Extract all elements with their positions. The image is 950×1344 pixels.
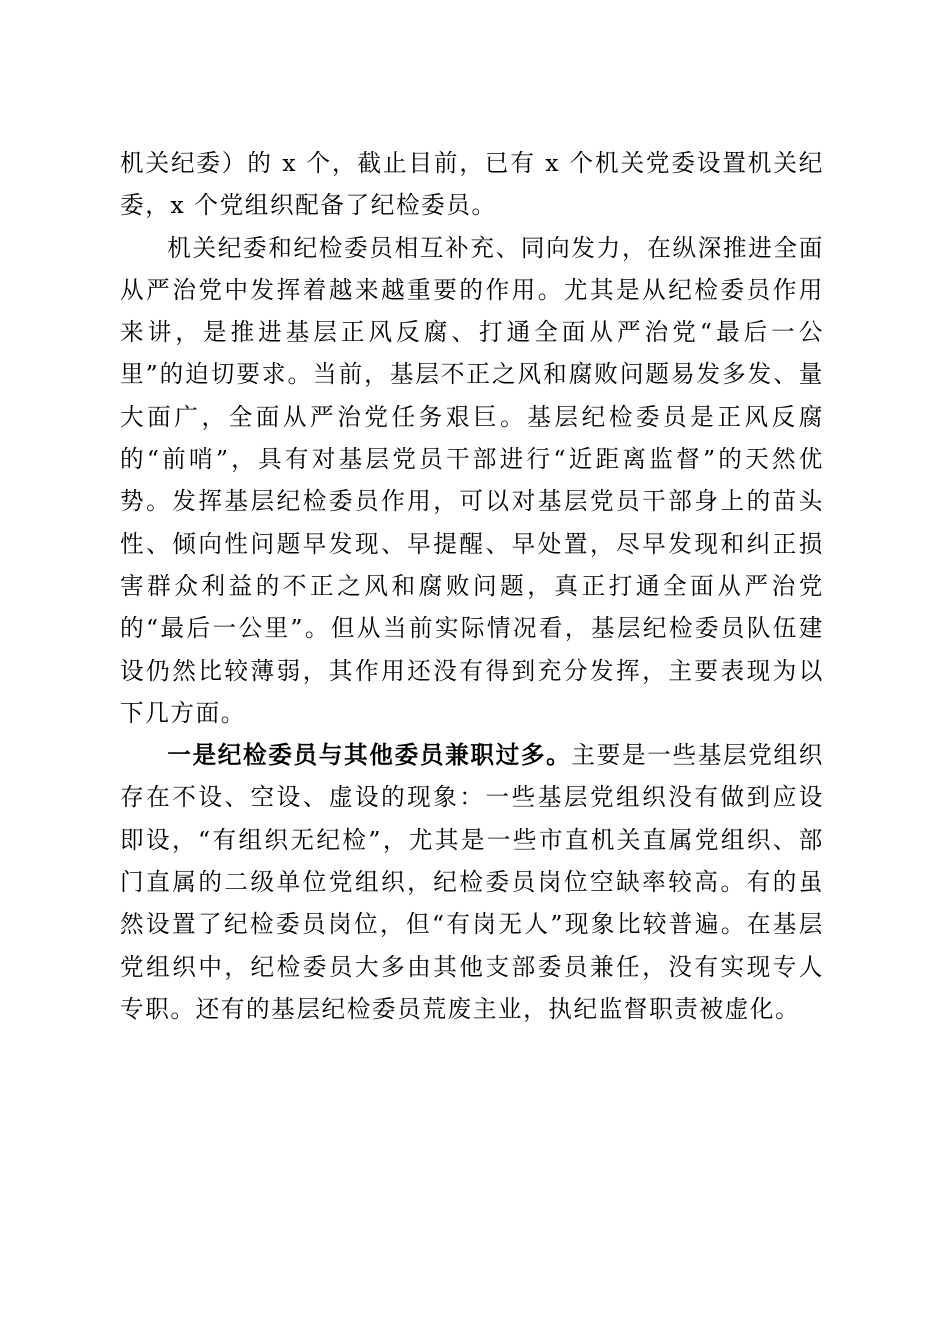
paragraph-point-one bbox=[120, 734, 824, 1030]
paragraph-lead-heading: 一是纪检委员与其他委员兼职过多。 bbox=[167, 741, 572, 770]
document-body bbox=[120, 142, 824, 1030]
paragraph-role-of-inspection-members bbox=[120, 227, 824, 735]
paragraph-text: 机关纪委）的 x 个，截止目前，已有 x 个机关党委设置机关纪委，x 个党组织配备了纪检委员。 bbox=[120, 149, 824, 220]
paragraph-text: 机关纪委和纪检委员相互补充、同向发力，在纵深推进全面从严治党中发挥着越来越重要的作用。尤其是从纪检委员作用来讲，是推进基层正风反腐、打通全面从严治党“最后一公里”的迫切要求。当前，基层不正之风和腐败问题易发多发、量大面广，全面从严治党任务艰巨。基层纪检委员是正风反腐的“前哨”，具有对基层党员干部进行“近距离监督”的天然优势。发挥基层纪检委员作用，可以对基层党员干部身上的苗头性、倾向性问题早发现、早提醒、早处置，尽早发现和纠正损害群众利益的不正之风和腐败问题，真正打通全面从严治党的“最后一公里”。但从当前实际情况看，基层纪检委员队伍建设仍然比较薄弱，其作用还没有得到充分发挥，主要表现为以下几方面。 bbox=[120, 233, 824, 727]
paragraph-text: 主要是一些基层党组织存在不设、空设、虚设的现象：一些基层党组织没有做到应设即设，“有组织无纪检”，尤其是一些市直机关直属党组织、部门直属的二级单位党组织，纪检委员岗位空缺率较高。有的虽然设置了纪检委员岗位，但“有岗无人”现象比较普遍。在基层党组织中，纪检委员大多由其他支部委员兼任，没有实现专人专职。还有的基层纪检委员荒废主业，执纪监督职责被虚化。 bbox=[120, 741, 824, 1023]
paragraph-continuation bbox=[120, 142, 824, 227]
